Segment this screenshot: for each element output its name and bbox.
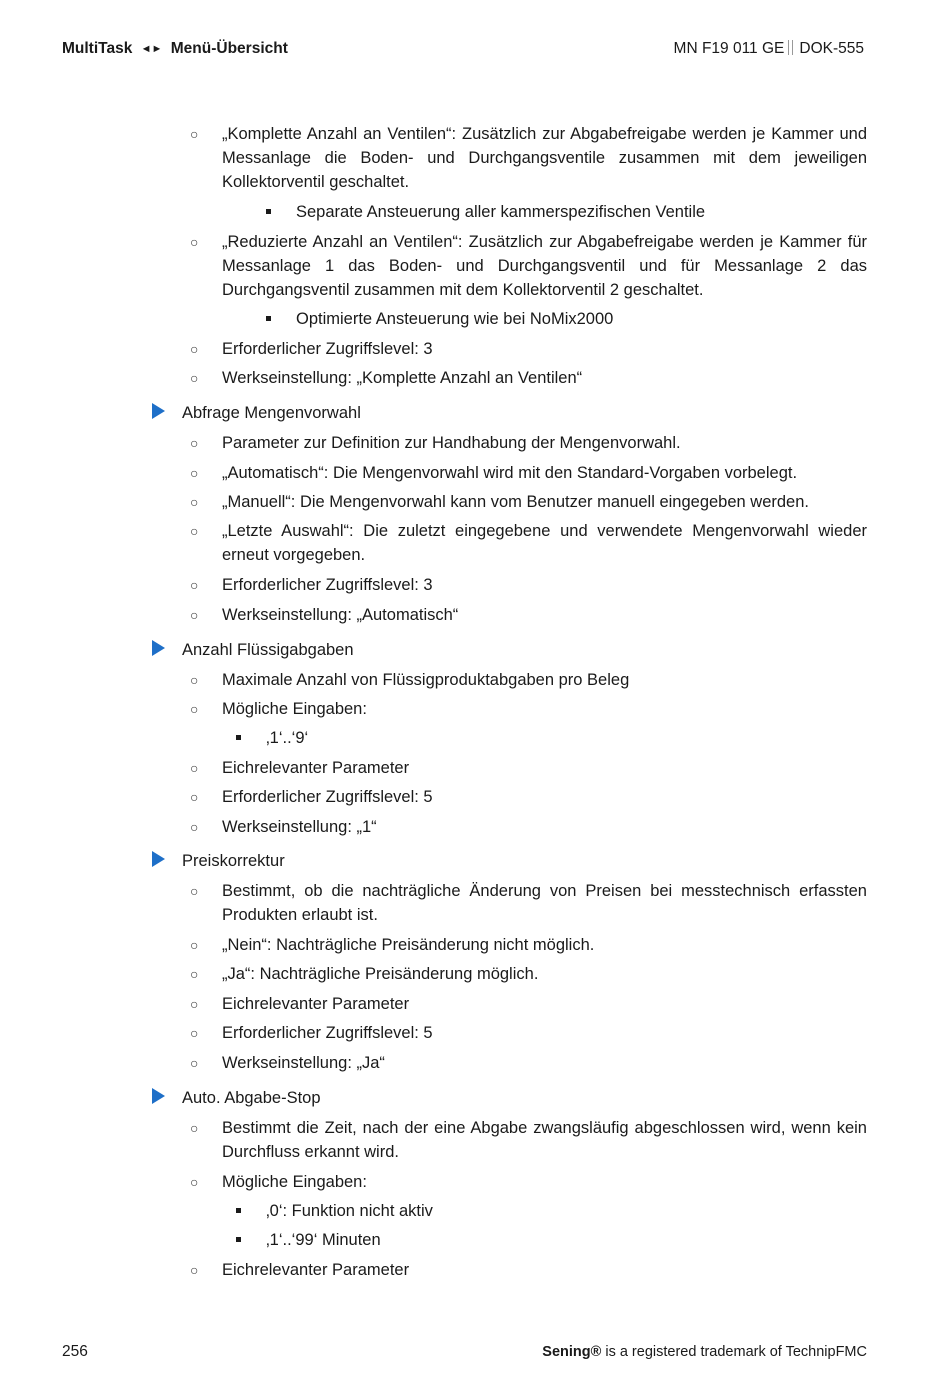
circle-bullet-icon: ○ <box>190 234 199 250</box>
header-doc-number: DOK-555 <box>799 40 864 57</box>
section-arrow-icon <box>152 851 165 867</box>
header-arrows: ◄► <box>140 43 163 55</box>
list-item: „Ja“: Nachträgliche Preisänderung möglich. <box>222 965 539 983</box>
section-arrow-icon <box>152 1088 165 1104</box>
circle-bullet-icon: ○ <box>190 937 199 953</box>
circle-bullet-icon: ○ <box>190 126 199 142</box>
list-item: Werkseinstellung: „Automatisch“ <box>222 606 459 624</box>
trademark-notice <box>542 1344 867 1360</box>
trademark-text: is a registered trademark of TechnipFMC <box>601 1344 867 1360</box>
circle-bullet-icon: ○ <box>190 1055 199 1071</box>
list-item: Bestimmt die Zeit, nach der eine Abgabe zwangsläufig abgeschlossen wird, wenn kein Durchfluss erkannt wird. <box>222 1119 867 1161</box>
list-item: Erforderlicher Zugriffslevel: 3 <box>222 340 433 358</box>
circle-bullet-icon: ○ <box>190 966 199 982</box>
list-item: Eichrelevanter Parameter <box>222 995 410 1013</box>
list-item: Parameter zur Definition zur Handhabung der Mengenvorwahl. <box>222 434 681 452</box>
section-arrow-icon <box>152 640 165 656</box>
circle-bullet-icon: ○ <box>190 701 199 717</box>
square-bullet-icon <box>266 316 271 321</box>
circle-bullet-icon: ○ <box>190 341 199 357</box>
header-section: Menü-Übersicht <box>170 40 288 57</box>
list-item: Erforderlicher Zugriffslevel: 5 <box>222 788 433 806</box>
circle-bullet-icon: ○ <box>190 760 199 776</box>
circle-bullet-icon: ○ <box>190 607 199 623</box>
section-arrow-icon <box>152 403 165 419</box>
list-item: Werkseinstellung: „1“ <box>222 818 377 836</box>
header-doc-code: MN F19 011 GE <box>673 40 785 57</box>
circle-bullet-icon: ○ <box>190 819 199 835</box>
list-item: Maximale Anzahl von Flüssigproduktabgaben pro Beleg <box>222 671 630 689</box>
list-item: Mögliche Eingaben: <box>222 700 367 718</box>
circle-bullet-icon: ○ <box>190 883 199 899</box>
trademark-brand: Sening® <box>542 1344 602 1360</box>
circle-bullet-icon: ○ <box>190 577 199 593</box>
list-item: „Komplette Anzahl an Ventilen“: Zusätzlich zur Abgabefreigabe werden je Kammer und Messanlage die Boden- und Durchgangsventile zusammen mit dem jeweiligen Kollektorventil geschaltet. <box>222 125 867 191</box>
list-item: Eichrelevanter Parameter <box>222 1261 410 1279</box>
square-bullet-icon <box>236 1237 241 1242</box>
list-item: „Manuell“: Die Mengenvorwahl kann vom Benutzer manuell eingegeben werden. <box>222 493 809 511</box>
circle-bullet-icon: ○ <box>190 789 199 805</box>
list-item: Optimierte Ansteuerung wie bei NoMix2000 <box>296 310 614 328</box>
circle-bullet-icon: ○ <box>190 370 199 386</box>
list-item: Bestimmt, ob die nachträgliche Änderung von Preisen bei messtechnisch erfassten Produkten erlaubt ist. <box>222 882 867 924</box>
circle-bullet-icon: ○ <box>190 672 199 688</box>
list-item: „Letzte Auswahl“: Die zuletzt eingegebene und verwendete Mengenvorwahl wieder erneut vorgegeben. <box>222 522 867 564</box>
list-item: ‚1‘..‘9‘ <box>266 729 309 747</box>
circle-bullet-icon: ○ <box>190 465 199 481</box>
circle-bullet-icon: ○ <box>190 996 199 1012</box>
page-number: 256 <box>62 1343 88 1360</box>
circle-bullet-icon: ○ <box>190 435 199 451</box>
list-item: Erforderlicher Zugriffslevel: 5 <box>222 1024 433 1042</box>
list-item: Werkseinstellung: „Ja“ <box>222 1054 385 1072</box>
list-item: ‚1‘..‘99‘ Minuten <box>266 1231 381 1249</box>
list-item: ‚0‘: Funktion nicht aktiv <box>266 1202 433 1220</box>
list-item: „Reduzierte Anzahl an Ventilen“: Zusätzlich zur Abgabefreigabe werden je Kammer für Messanlage 1 das Boden- und Durchgangsventil und für Messanlage 2 das Durchgangsventil zusammen mit dem Kollektorventil 2 geschaltet. <box>222 233 867 299</box>
section-heading: Anzahl Flüssigabgaben <box>182 641 354 659</box>
circle-bullet-icon: ○ <box>190 523 199 539</box>
page-header-doc <box>674 40 864 58</box>
square-bullet-icon <box>266 209 271 214</box>
list-item: Eichrelevanter Parameter <box>222 759 410 777</box>
list-item: Mögliche Eingaben: <box>222 1173 367 1191</box>
header-separator <box>788 40 793 55</box>
page-header-title <box>62 40 288 58</box>
circle-bullet-icon: ○ <box>190 494 199 510</box>
header-product: MultiTask <box>62 40 133 57</box>
square-bullet-icon <box>236 1208 241 1213</box>
circle-bullet-icon: ○ <box>190 1120 199 1136</box>
list-item: „Nein“: Nachträgliche Preisänderung nicht möglich. <box>222 936 595 954</box>
list-item: Separate Ansteuerung aller kammerspezifischen Ventile <box>296 203 706 221</box>
circle-bullet-icon: ○ <box>190 1262 199 1278</box>
section-heading: Preiskorrektur <box>182 852 285 870</box>
list-item: Werkseinstellung: „Komplette Anzahl an Ventilen“ <box>222 369 583 387</box>
list-item: „Automatisch“: Die Mengenvorwahl wird mit den Standard-Vorgaben vorbelegt. <box>222 464 798 482</box>
section-heading: Abfrage Mengenvorwahl <box>182 404 361 422</box>
list-item: Erforderlicher Zugriffslevel: 3 <box>222 576 433 594</box>
section-heading: Auto. Abgabe-Stop <box>182 1089 321 1107</box>
circle-bullet-icon: ○ <box>190 1174 199 1190</box>
circle-bullet-icon: ○ <box>190 1025 199 1041</box>
square-bullet-icon <box>236 735 241 740</box>
